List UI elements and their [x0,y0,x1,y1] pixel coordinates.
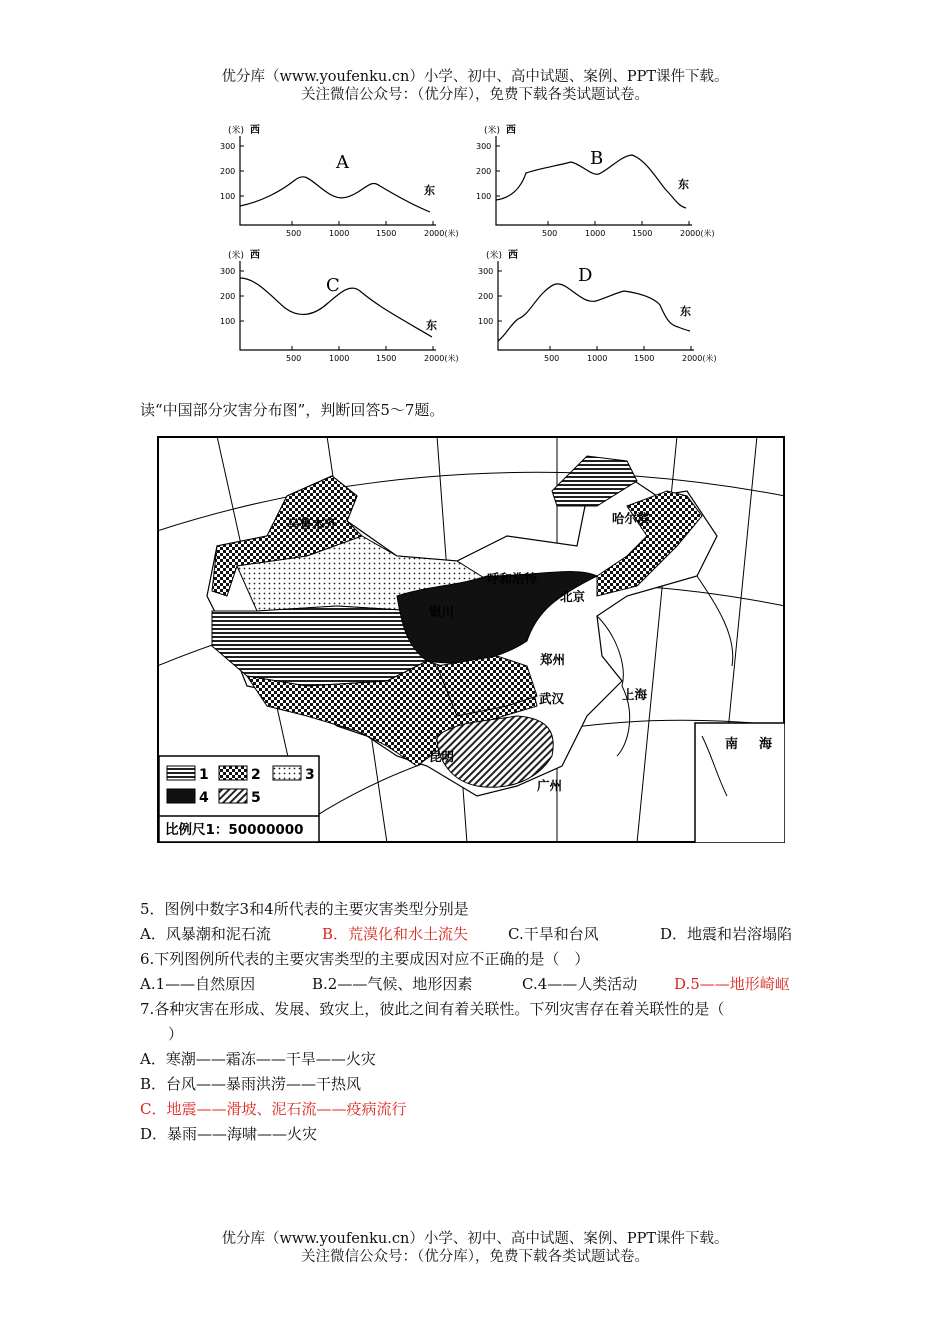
svg-text:1500: 1500 [376,229,397,238]
svg-text:300: 300 [220,142,236,151]
q7-option-c: C．地震——滑坡、泥石流——疫病流行 [140,1100,407,1118]
svg-text:东: 东 [680,305,691,318]
svg-text:200: 200 [220,167,236,176]
svg-text:200: 200 [220,292,236,301]
q6-option-a: A.1——自然原因 [140,975,256,993]
svg-text:100: 100 [478,317,494,326]
svg-text:1000: 1000 [587,354,608,363]
q5-option-c: C.干旱和台风 [508,925,599,943]
city-hohhot: 呼和浩特 [487,571,538,586]
svg-text:5: 5 [251,790,261,806]
profile-c [220,248,459,363]
svg-text:东: 东 [678,178,689,191]
city-zhengzhou: 郑州 [540,652,566,667]
city-urumqi: 乌鲁木齐 [287,516,338,531]
q6-stem: 6.下列图例所代表的主要灾害类型的主要成因对应不正确的是（ ） [140,950,590,968]
q5-option-d: D．地震和岩溶塌陷 [660,925,793,943]
svg-text:1000: 1000 [585,229,606,238]
svg-text:500: 500 [542,229,558,238]
map-legend [159,756,319,842]
city-wuhan: 武汉 [539,691,565,706]
svg-text:500: 500 [544,354,560,363]
q6-option-c: C.4——人类活动 [522,975,638,993]
svg-text:1500: 1500 [376,354,397,363]
svg-text:南: 南 [725,737,739,752]
profile-c-letter: C [326,275,340,296]
city-harbin: 哈尔滨 [612,511,650,526]
q7-stem-end: ） [168,1025,184,1043]
svg-text:2000(米): 2000(米) [424,354,459,363]
profile-a-east: 东 [424,184,435,197]
profile-d-letter: D [578,265,593,286]
questions [140,897,820,1147]
svg-text:200: 200 [478,292,494,301]
svg-text:(米): (米) [486,251,503,261]
terrain-profiles [218,118,738,368]
svg-text:500: 500 [286,229,302,238]
svg-text:西: 西 [250,250,260,261]
svg-text:3: 3 [305,767,315,783]
svg-text:1500: 1500 [634,354,655,363]
q6-option-d: D.5——地形崎岖 [674,975,790,993]
profile-d [478,248,717,363]
q7-option-b: B．台风——暴雨洪涝——干热风 [140,1075,362,1093]
disaster-map [157,436,785,843]
profile-a-west: 西 [250,125,260,136]
south-sea-inset [695,723,785,843]
svg-text:1000: 1000 [329,354,350,363]
svg-text:1000: 1000 [329,229,350,238]
svg-text:海: 海 [759,737,773,752]
city-yinchuan: 银川 [429,604,455,619]
footer-line-2: 关注微信公众号：（优分库），免费下载各类试题试卷。 [301,1249,649,1265]
q5-option-a: A．风暴潮和泥石流 [140,925,271,943]
svg-text:300: 300 [478,267,494,276]
q7-option-a: A．寒潮——霜冻——干旱——火灾 [140,1050,376,1068]
q5-stem: 5．图例中数字3和4所代表的主要灾害类型分别是 [140,900,469,918]
header-line-1: 优分库（www.youfenku.cn）小学、初中、高中试题、案例、PPT课件下载。 [221,69,729,85]
svg-text:(米): (米) [228,251,245,261]
page-header [0,68,950,104]
svg-text:2000(米): 2000(米) [682,354,717,363]
map-scale: 比例尺1：50000000 [165,822,304,838]
svg-text:1500: 1500 [632,229,653,238]
q7-option-d: D．暴雨——海啸——火灾 [140,1125,318,1143]
svg-text:300: 300 [220,267,236,276]
svg-text:300: 300 [476,142,492,151]
svg-text:2: 2 [251,767,261,783]
svg-text:东: 东 [426,319,437,332]
q6-options [140,972,820,997]
svg-text:2000(米): 2000(米) [680,229,715,238]
intro-text: 读“中国部分灾害分布图”，判断回答5～7题。 [140,401,445,419]
profile-b [476,123,715,238]
q5-options [140,922,820,947]
svg-text:1: 1 [199,767,209,783]
svg-text:100: 100 [220,317,236,326]
svg-text:2000(米): 2000(米) [424,229,459,238]
svg-text:西: 西 [506,125,516,136]
city-shanghai: 上海 [622,687,648,702]
svg-text:4: 4 [199,790,209,806]
city-guangzhou: 广州 [537,778,563,793]
city-kunming: 昆明 [429,749,455,764]
svg-text:100: 100 [220,192,236,201]
profile-b-letter: B [590,148,604,169]
svg-text:100: 100 [476,192,492,201]
svg-text:西: 西 [508,250,518,261]
svg-text:500: 500 [286,354,302,363]
city-beijing: 北京 [560,589,586,604]
profile-a-letter: A [336,152,349,173]
svg-text:(米): (米) [484,126,501,136]
profile-a-unit: (米) [228,126,245,136]
profile-a [220,123,459,238]
svg-text:200: 200 [476,167,492,176]
footer-line-1: 优分库（www.youfenku.cn）小学、初中、高中试题、案例、PPT课件下载。 [221,1231,729,1247]
q7-stem: 7.各种灾害在形成、发展、致灾上，彼此之间有着关联性。下列灾害存在着关联性的是（ [140,1000,725,1018]
page-footer [0,1230,950,1266]
q6-option-b: B.2——气候、地形因素 [312,975,473,993]
q5-option-b: B．荒漠化和水土流失 [322,925,469,943]
header-line-2: 关注微信公众号：（优分库），免费下载各类试题试卷。 [301,87,649,103]
